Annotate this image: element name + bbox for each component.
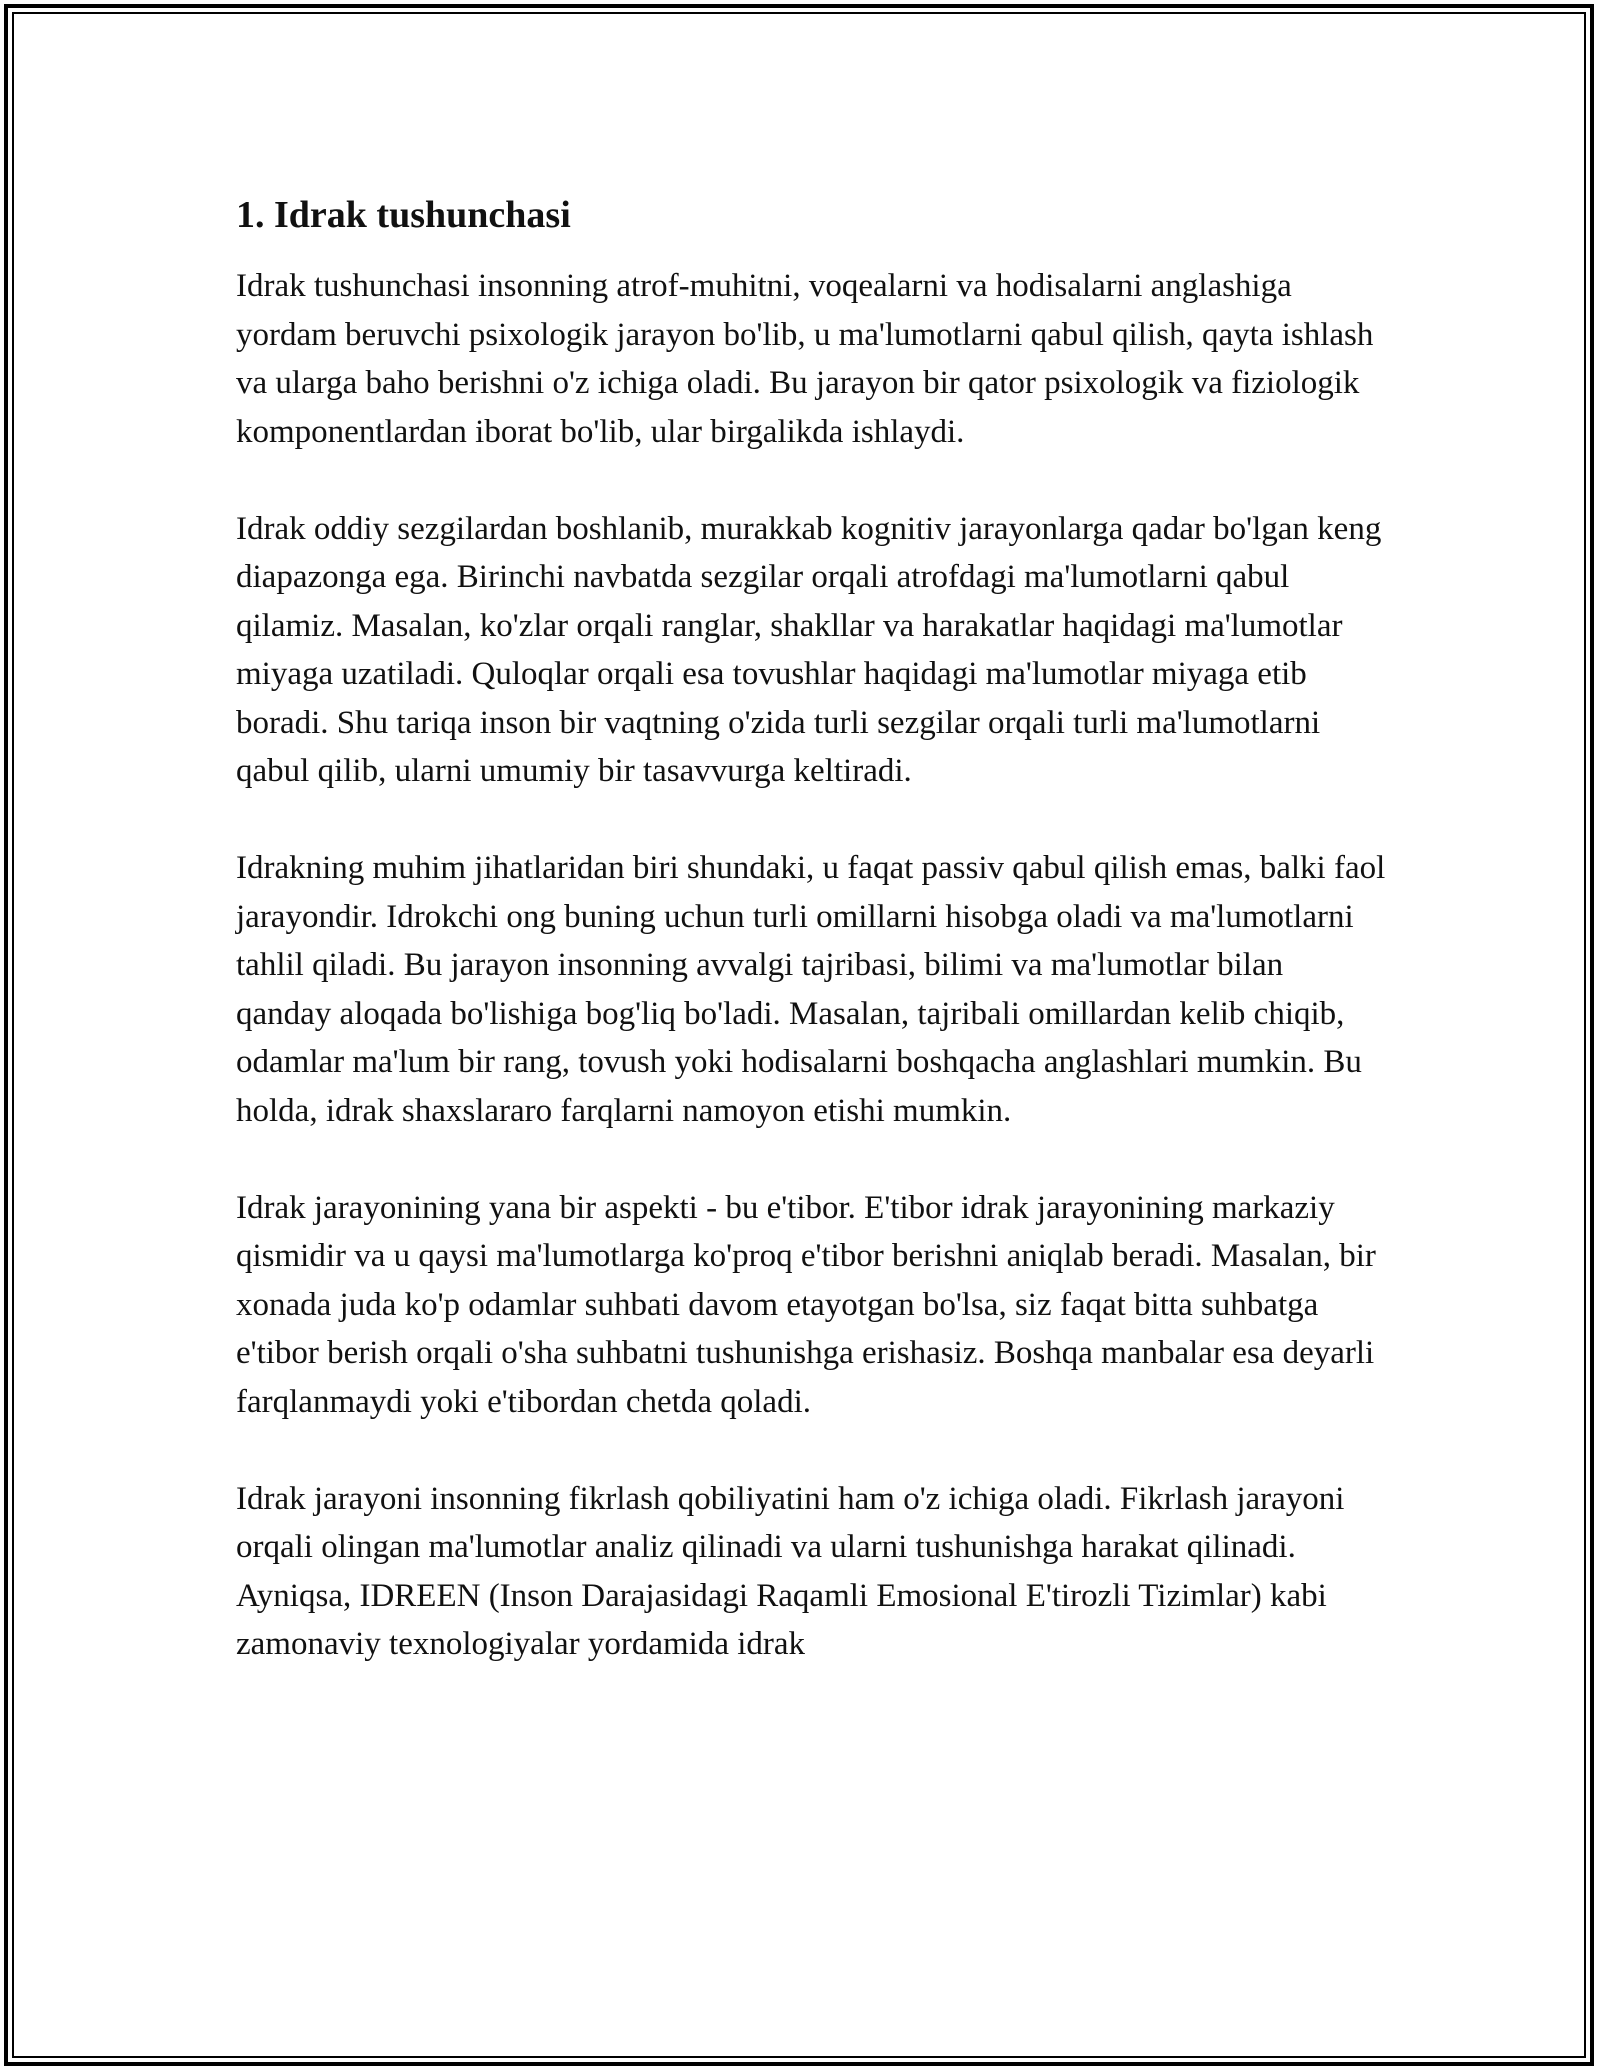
- section-heading: 1. Idrak tushunchasi: [236, 194, 571, 236]
- paragraph-2: Idrak oddiy sezgilardan boshlanib, murakkab kognitiv jarayonlarga qadar bo'lgan keng diapazonga ega. Birinchi navbatda sezgilar orqali atrofdagi ma'lumotlarni qabul qilamiz. Masalan, ko'zlar orqali ranglar, shakllar va harakatlar haqidagi ma'lumotlar miyaga uzatiladi. Quloqlar orqali esa tovushlar haqidagi ma'lumotlar miyaga etib boradi. Shu tariqa inson bir vaqtning o'zida turli sezgilar orqali turli ma'lumotlarni qabul qilib, ularni umumiy bir tasavvurga keltiradi.: [236, 510, 1382, 789]
- paragraph-4: Idrak jarayonining yana bir aspekti - bu e'tibor. E'tibor idrak jarayonining markaziy qismidir va u qaysi ma'lumotlarga ko'proq e'tibor berishni aniqlab beradi. Masalan, bir xonada juda ko'p odamlar suhbati davom etayotgan bo'lsa, siz faqat bitta suhbatga e'tibor berish orqali o'sha suhbatni tushunishga erishasiz. Boshqa manbalar esa deyarli farqlanmaydi yoki e'tibordan chetda qoladi.: [236, 1189, 1376, 1420]
- paragraph-5: Idrak jarayoni insonning fikrlash qobiliyatini ham o'z ichiga oladi. Fikrlash jarayoni orqali olingan ma'lumotlar analiz qilinadi va ularni tushunishga harakat qilinadi. Ayniqsa, IDREEN (Inson Darajasidagi Raqamli Emosional E'tirozli Tizimlar) kabi zamonaviy texnologiyalar yordamida idrak: [236, 1480, 1345, 1662]
- paragraph-1: Idrak tushunchasi insonning atrof-muhitni, voqealarni va hodisalarni anglashiga yordam beruvchi psixologik jarayon bo'lib, u ma'lumotlarni qabul qilish, qayta ishlash va ularga baho berishni o'z ichiga oladi. Bu jarayon bir qator psixologik va fiziologik komponentlardan iborat bo'lib, ular birgalikda ishlaydi.: [236, 268, 1374, 450]
- document-body: [236, 190, 1386, 1717]
- paragraph-3: Idrakning muhim jihatlaridan biri shundaki, u faqat passiv qabul qilish emas, balki faol jarayondir. Idrokchi ong buning uchun turli omillarni hisobga oladi va ma'lumotlarni tahlil qiladi. Bu jarayon insonning avvalgi tajribasi, bilimi va ma'lumotlar bilan qanday aloqada bo'lishiga bog'liq bo'ladi. Masalan, tajribali omillardan kelib chiqib, odamlar ma'lum bir rang, tovush yoki hodisalarni boshqacha anglashlari mumkin. Bu holda, idrak shaxslararo farqlarni namoyon etishi mumkin.: [236, 850, 1386, 1129]
